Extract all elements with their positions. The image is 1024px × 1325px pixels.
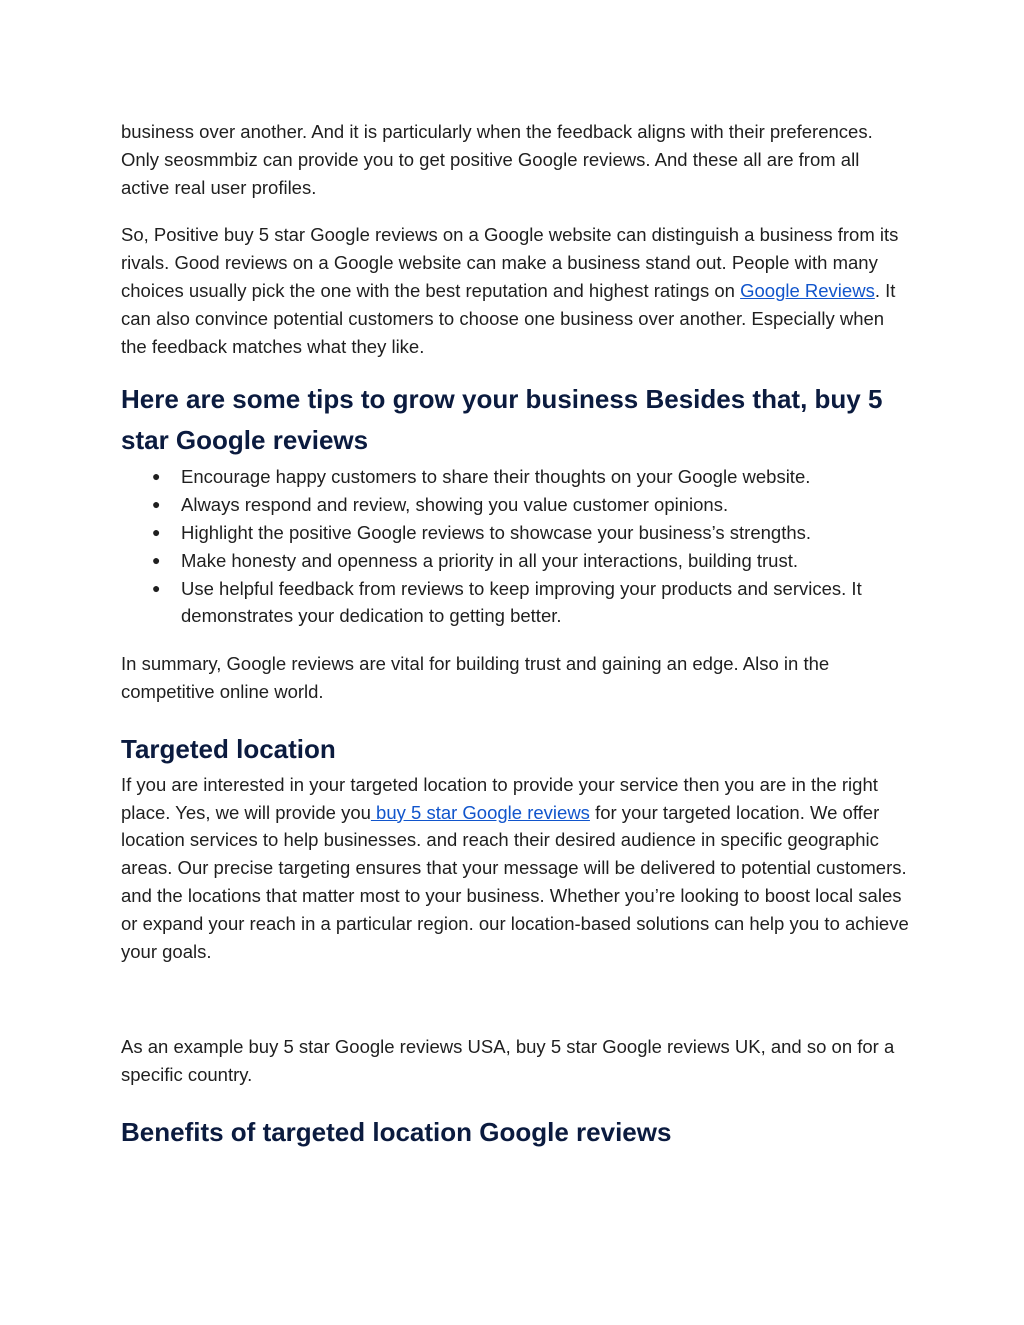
location-text-before: If you are interested in your targeted location to provide your service then you are in the right place. Yes, we will provide you: [121, 773, 878, 823]
list-item-text: Make honesty and openness a priority in all your interactions, building trust.: [181, 549, 799, 571]
document-page: [121, 118, 911, 1153]
list-item: [121, 547, 911, 575]
google-reviews-link[interactable]: Google Reviews: [740, 279, 875, 301]
rivals-text-before: So, Positive buy 5 star Google reviews on a Google website can distinguish a business from its rivals. Good reviews on a Google website can make a business stand out. People with many choices usually pick the one with the best reputation and highest ratings on: [121, 224, 899, 301]
example-paragraph: As an example buy 5 star Google reviews USA, buy 5 star Google reviews UK, and so on for a specific country.: [121, 1036, 895, 1086]
list-item-text: Encourage happy customers to share their thoughts on your Google website.: [181, 466, 811, 488]
location-text-after: for your targeted location. We offer location services to help businesses. and reach their desired audience in specific geographic areas. Our precise targeting ensures that your message will be delivered to potential customers. and the locations that matter most to your business. Whether you’re looking to boost local sales or expand your reach in a particular region. our location-based solutions can help you to achieve your goals.: [121, 801, 909, 962]
tips-list: [121, 463, 911, 630]
summary-paragraph: In summary, Google reviews are vital for building trust and gaining an edge. Also in the competitive online world.: [121, 653, 830, 702]
bullet-icon: ●: [152, 523, 161, 540]
bullet-icon: ●: [152, 468, 161, 485]
intro-paragraph: business over another. And it is particularly when the feedback aligns with their preferences. Only seosmmbiz can provide you to get positive Google reviews. And these all are from all active real user profiles.: [121, 121, 873, 198]
bullet-icon: ●: [152, 551, 161, 568]
list-item-text: Always respond and review, showing you value customer opinions.: [181, 494, 729, 516]
benefits-heading: Benefits of targeted location Google reviews: [121, 1116, 672, 1147]
bullet-icon: ●: [152, 579, 161, 596]
rivals-paragraph: [121, 221, 911, 360]
bullet-icon: ●: [152, 496, 161, 513]
location-heading: Targeted location: [121, 733, 336, 764]
list-item: [121, 575, 911, 631]
list-item-text: Use helpful feedback from reviews to keep improving your products and services. It demonstrates your dedication to getting better.: [181, 577, 862, 627]
rivals-text-after: . It can also convince potential customers to choose one business over another. Especially when the feedback matches what they like.: [121, 279, 896, 357]
buy-5-star-reviews-link[interactable]: buy 5 star Google reviews: [370, 801, 590, 823]
tips-heading: Here are some tips to grow your business Besides that, buy 5 star Google reviews: [121, 384, 883, 456]
location-paragraph: [121, 771, 911, 966]
list-item: [121, 463, 911, 491]
list-item: [121, 491, 911, 519]
list-item: [121, 519, 911, 547]
list-item-text: Highlight the positive Google reviews to showcase your business’s strengths.: [181, 521, 812, 543]
